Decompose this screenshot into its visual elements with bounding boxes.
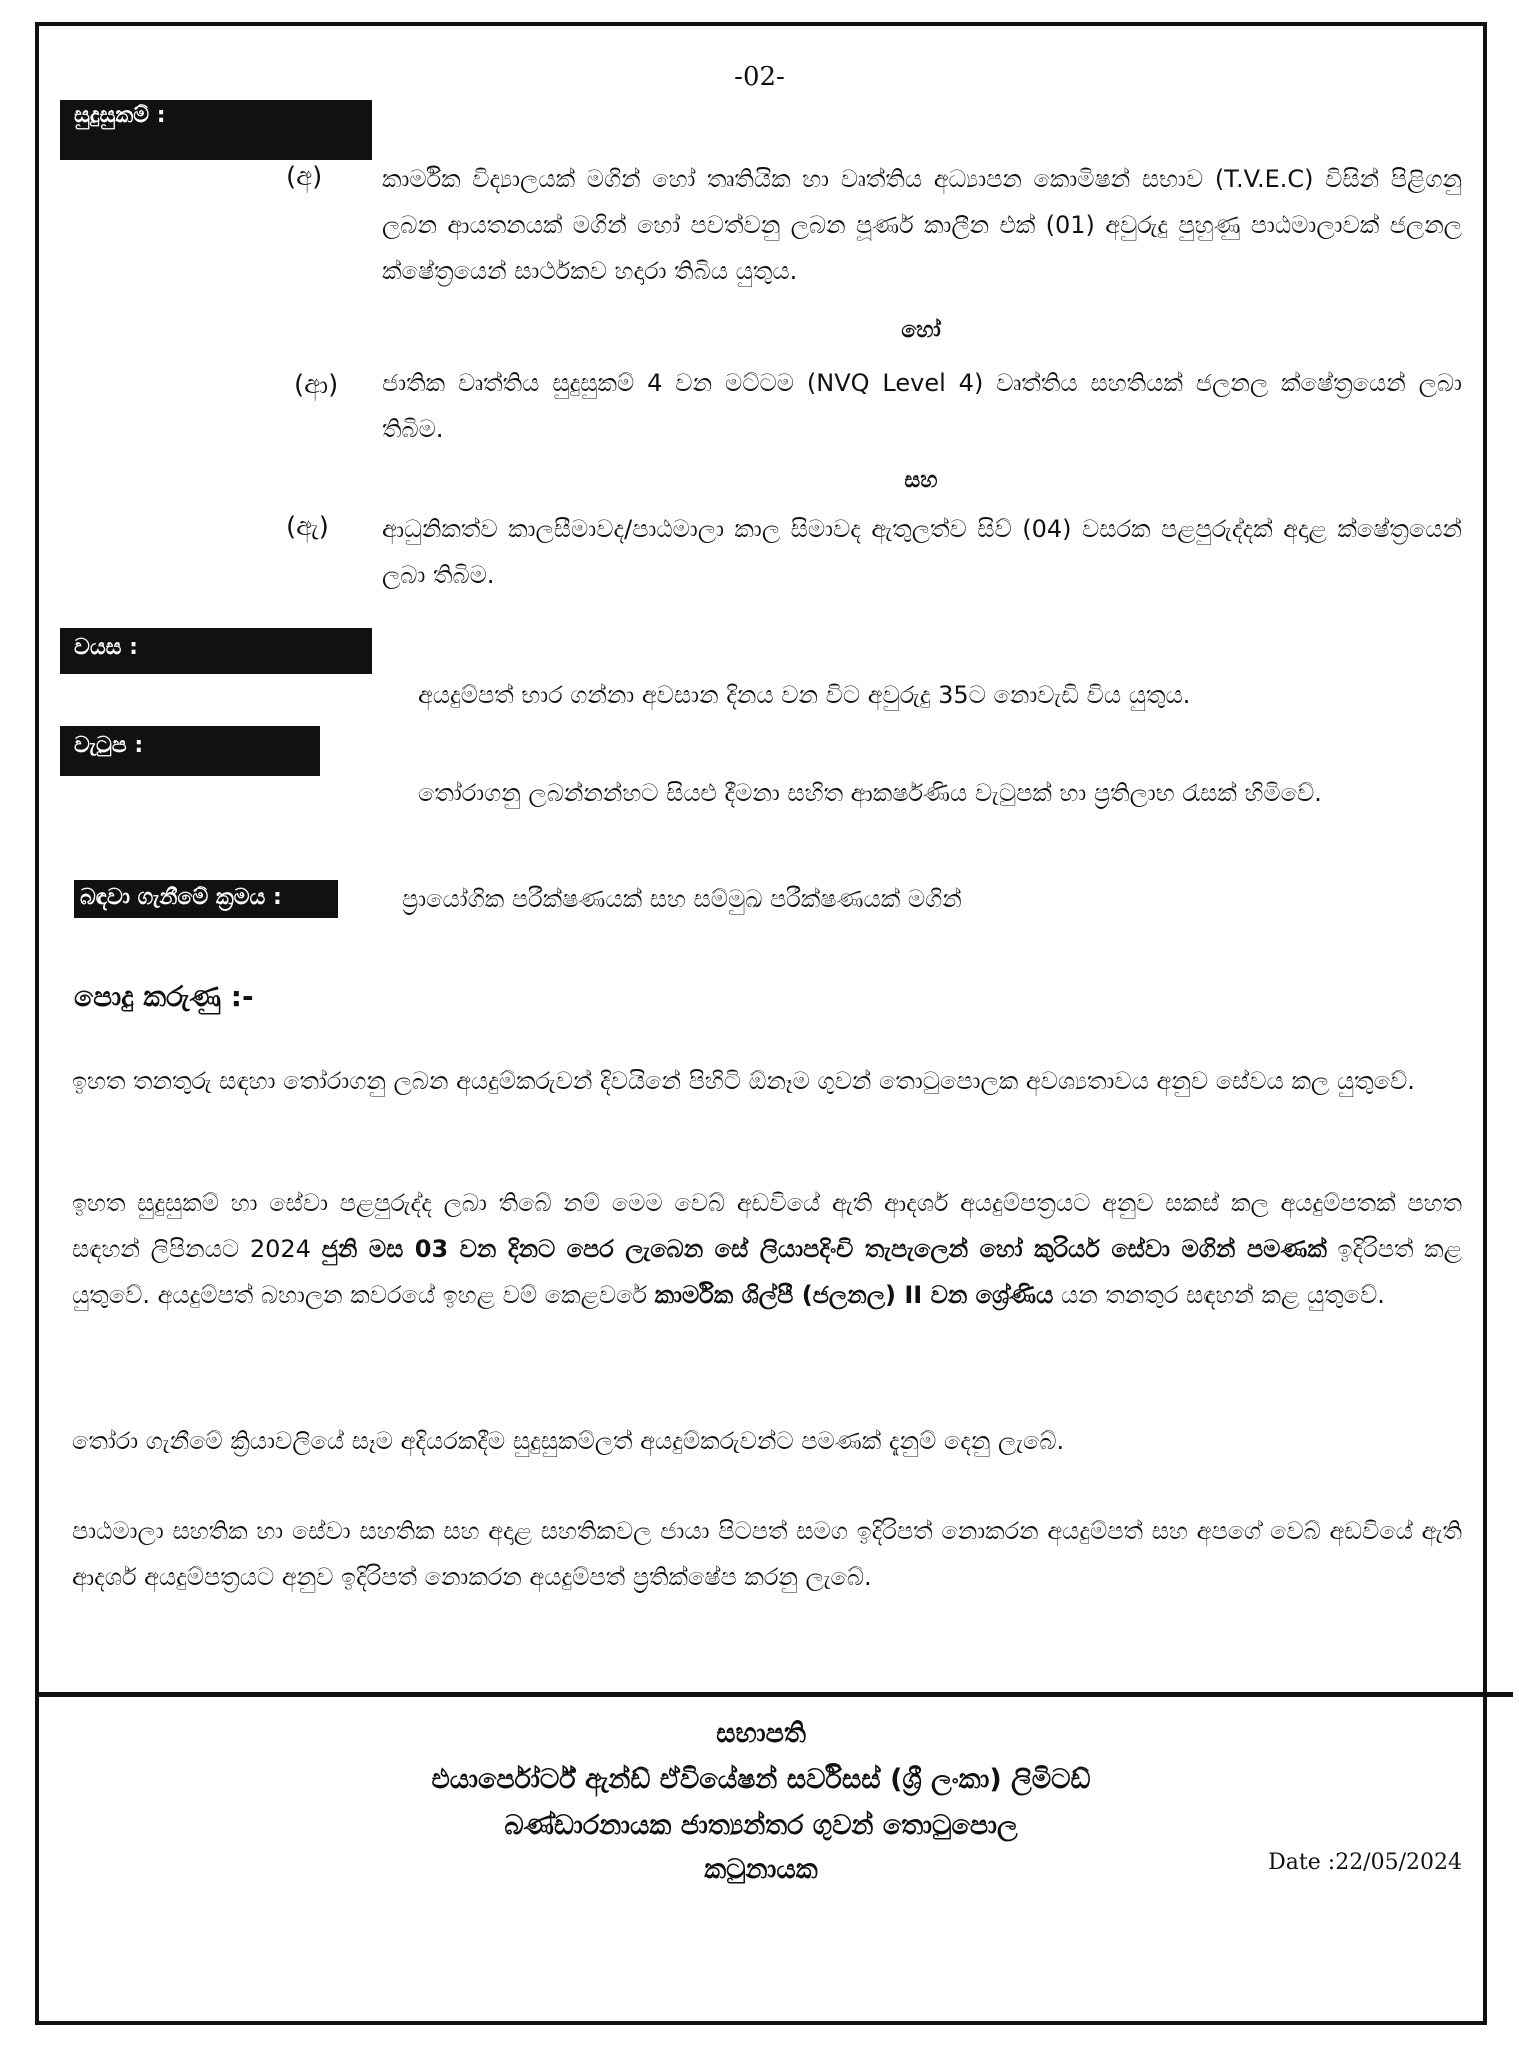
recruitment-text: ප්‍රායෝගික පරීක්ෂණයක් සහ සම්මුඛ පරීක්ෂණයක් මගින්: [402, 885, 962, 913]
or-word: හෝ: [901, 318, 941, 343]
salary-text: තෝරාගනු ලබන්නන්හට සියළු දීමනා සහිත ආකර්ෂණිය වැටුපක් හා ප්‍රතිලාභ රැසක් හිමිවේ.: [418, 779, 1322, 807]
qualification-item-a: කාර්මික විද්‍යාලයක් මගින් හෝ තෘතියික හා වෘත්තිය අධ්‍යාපන කොමිෂන් සභාව (T.V.E.C) විසින් පිළිගනු ලබන ආයතනයක් මගින් හෝ පවත්වනු ලබන පූර්ණ කාලීන එක් (01) අවුරුදු පුහුණු පාඨමාලාවක් ජලනල ක්ෂේත්‍රයෙන් සාර්ථකව හදාරා තිබිය යුතුය.: [382, 165, 1462, 285]
qualification-item-ae: ආධුනිකත්ව කාලසීමාවද/පාඨමාලා කාල සිමාවද ඇතුලත්ව සිව් (04) වසරක පළපුරුද්දක් අදාළ ක්ෂේත්‍රයෙන් ලබා තිබිම.: [382, 515, 1462, 589]
item-mark-a: (අ): [286, 162, 323, 192]
salary-label: වැටුප :: [60, 726, 320, 776]
page-number: -02-: [734, 62, 785, 92]
notes-p2-post-name: කාර්මික ශිල්පී (ජලනල) II වන ශ්‍රේණිය: [654, 1281, 1054, 1309]
notes-paragraph-4: පාඨමාලා සහතික හා සේවා සහතික සහ අදාළ සහතිකවල ජායා පිටපත් සමග ඉදිරිපත් නොකරන අයදුම්පත් සහ අපගේ වෙබ් අඩවියේ ඇති ආදර්ශ අයදුම්පත්‍රයට අනුව ඉදිරිපත් නොකරන අයදුම්පත් ප්‍රතික්ෂේප කරනු ලැබේ.: [72, 1517, 1462, 1591]
footer-divider: [35, 1692, 1513, 1697]
notes-p2-part-e: යන තනතුර සඳහන් කළ යුතුවේ.: [1061, 1281, 1385, 1309]
age-text: අයදුම්පත් භාර ගන්නා අවසාන දිනය වන විට අවුරුදු 35ට නොවැඩි විය යුතුය.: [418, 681, 1191, 709]
notes-paragraph-3: තෝරා ගැනීමේ ක්‍රියාවලියේ සෑම අදියරකදීම සුදුසුකම්ලත් අයදුම්කරුවන්ට පමණක් දැනුම් දෙනු ලැබේ.: [72, 1427, 1065, 1455]
footer-location: කටුනායක: [704, 1854, 818, 1885]
notes-paragraph-2: [72, 1180, 1462, 1318]
qualifications-label: සුදුසුකම් :: [60, 100, 372, 160]
notes-p2-deadline: ජුනි මස 03 වන දිනට පෙර ලැබෙන සේ ලියාපදිංචි තැපැලෙන් හෝ කුරියර් සේවා මගින් පමණක්: [321, 1235, 1327, 1263]
document-date: Date :22/05/2024: [1268, 1850, 1462, 1875]
and-word: සහ: [904, 468, 938, 493]
footer-airport: බණ්ඩාරනායක ජාත්‍යන්තර ගුවන් තොටුපොල: [504, 1810, 1018, 1841]
age-label: වයස :: [60, 628, 372, 674]
recruitment-label: බඳවා ගැනීමේ ක්‍රමය :: [74, 880, 338, 918]
notes-p2-part-a: ඉහත සුදුසුකම් හා සේවා පළපුරුද්ද ලබා තිබේ නම් මෙම වෙබ් අඩවියේ ඇති ආදර්ශ අයදුම්පත්‍රයට අනුව සකස් කල අයදුම්පතක් පහත සඳහන් ලිපිනයට 2024: [72, 1189, 1462, 1263]
item-mark-aa: (ආ): [294, 370, 339, 400]
notes-paragraph-1: ඉහත තනතුරු සඳහා තෝරාගනු ලබන අයදුම්කරුවන් දිවයිනේ පිහිටි ඕනෑම ගුවන් තොටුපොලක අවශ්‍යතාවය අනුව සේවය කල යුතුවේ.: [72, 1067, 1415, 1095]
footer-company: එයාර්පෝර්ට් ඇන්ඩ් ඒවියේෂන් සර්විසස් (ශ්‍රී ලංකා) ලිමිටඩ්: [431, 1764, 1091, 1795]
general-notes-title: පොදු කරුණු :-: [74, 980, 254, 1013]
notes-p2-part-c: ඉදිරිපත් කළ යුතුවේ. අයදුම්පත් බහාලන කවරයේ ඉහළ වම් කෙළවරේ: [72, 1235, 1462, 1309]
footer-chairman: සභාපති: [716, 1718, 806, 1749]
qualification-item-aa: ජාතික වෘත්තිය සුදුසුකම් 4 වන මට්ටම (NVQ Level 4) වෘත්තිය සහතියක් ජලනල ක්ෂේත්‍රයෙන් ලබා තිබිම.: [382, 369, 1462, 443]
item-mark-ae: (ඇ): [286, 512, 329, 542]
